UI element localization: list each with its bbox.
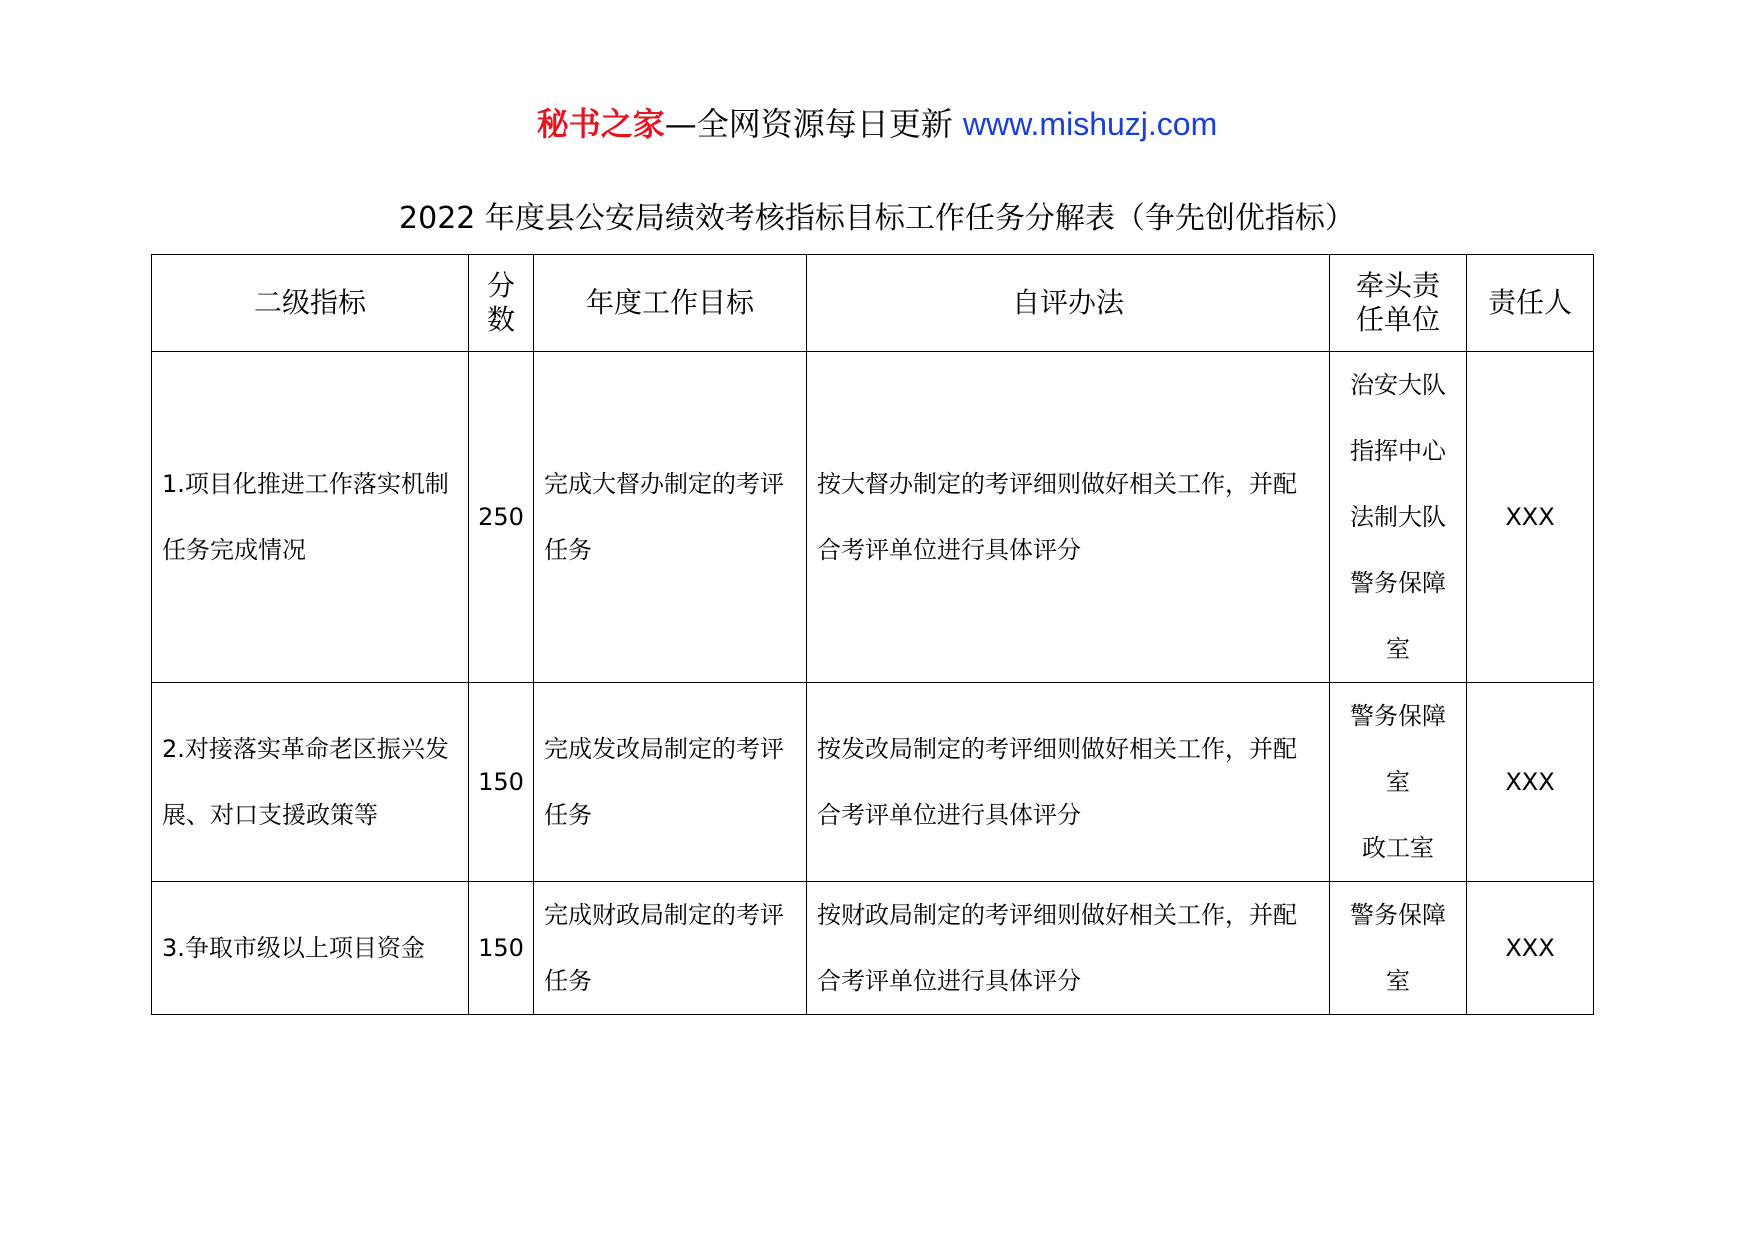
banner-slogan: —全网资源每日更新 (664, 105, 963, 143)
method-cell: 按大督办制定的考评细则做好相关工作，并配合考评单位进行具体评分 (807, 352, 1330, 683)
method-cell: 按发改局制定的考评细则做好相关工作，并配合考评单位进行具体评分 (807, 683, 1330, 882)
goal-cell: 完成发改局制定的考评任务 (534, 683, 807, 882)
header-person: 责任人 (1467, 255, 1594, 352)
brand-name: 秘书之家 (536, 105, 665, 143)
table-row (152, 882, 1594, 1015)
unit-name: 警务保障 (1350, 569, 1446, 597)
score-cell: 150 (469, 683, 534, 882)
header-indicator: 二级指标 (152, 255, 469, 352)
goal-cell: 完成大督办制定的考评任务 (534, 352, 807, 683)
header-goal: 年度工作目标 (534, 255, 807, 352)
header-unit-line2: 任单位 (1355, 303, 1440, 336)
unit-name: 指挥中心 (1350, 437, 1446, 465)
unit-name: 室 (1386, 967, 1410, 995)
person-cell: XXX (1467, 352, 1594, 683)
table-header-row (152, 255, 1594, 352)
score-cell: 250 (469, 352, 534, 683)
header-unit (1330, 255, 1467, 352)
indicator-cell: 2.对接落实革命老区振兴发展、对口支援政策等 (152, 683, 469, 882)
site-url-link[interactable]: www.mishuzj.com (962, 106, 1218, 142)
unit-name: 室 (1386, 635, 1410, 663)
unit-cell (1330, 683, 1467, 882)
site-banner (0, 100, 1754, 148)
goal-cell: 完成财政局制定的考评任务 (534, 882, 807, 1015)
unit-name: 警务保障 (1350, 901, 1446, 929)
task-breakdown-table (151, 254, 1594, 1015)
unit-name: 警务保障 (1350, 702, 1446, 730)
indicator-cell: 1.项目化推进工作落实机制任务完成情况 (152, 352, 469, 683)
document-title: 2022 年度县公安局绩效考核指标目标工作任务分解表（争先创优指标） (399, 201, 1355, 236)
person-cell: XXX (1467, 683, 1594, 882)
header-unit-line1: 牵头责 (1355, 269, 1440, 302)
table-row (152, 683, 1594, 882)
unit-name: 治安大队 (1350, 371, 1446, 399)
unit-name: 政工室 (1362, 834, 1434, 862)
score-cell: 150 (469, 882, 534, 1015)
indicator-cell: 3.争取市级以上项目资金 (152, 882, 469, 1015)
method-cell: 按财政局制定的考评细则做好相关工作，并配合考评单位进行具体评分 (807, 882, 1330, 1015)
header-score (469, 255, 534, 352)
person-cell: XXX (1467, 882, 1594, 1015)
header-score-line1: 分 (486, 269, 515, 302)
unit-name: 法制大队 (1350, 503, 1446, 531)
header-method: 自评办法 (807, 255, 1330, 352)
header-score-line2: 数 (486, 303, 515, 336)
unit-cell (1330, 352, 1467, 683)
unit-cell (1330, 882, 1467, 1015)
unit-name: 室 (1386, 768, 1410, 796)
table-row (152, 352, 1594, 683)
